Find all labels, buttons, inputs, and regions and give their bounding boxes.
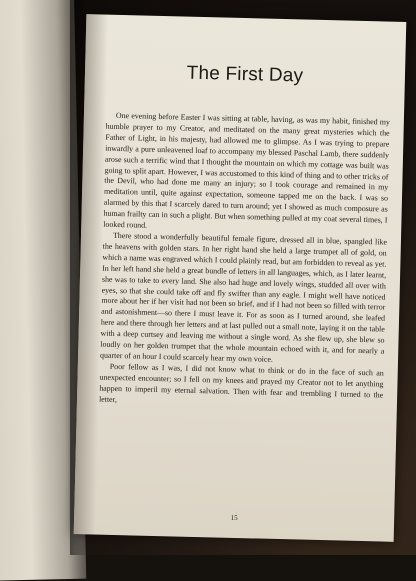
paragraph-2: There stood a wonderfully beautiful female figure, dressed all in blue, spangled like the heavens with golden stars. In her right hand she held a large trumpet all of gold, on which a name was engraved which I could plainly read, but am forbidden to reveal as yet. In her left hand she held a great bundle of letters in all languages, which, as I later learnt, she was to take to every land. She also had huge and lovely wings, studded all over with eyes, so that she could take off and fly swifter than any eagle. I might well have noticed more about her if her visit had not been so brief, and if I had not been so filled with terror and astonishment—so there I must leave it. For as soon as I turned around, she leafed here and there through her letters and at last pulled out a small note, laying it on the table with a deep curtsey and leaving me without a single word. As she flew up, she blew so loudly on her golden trumpet that the whole mountain echoed with it, and for nearly a quarter of an hour I could scarcely hear my own voice.: [99, 230, 388, 364]
book-page: [74, 14, 407, 542]
page-number: 15: [230, 513, 238, 523]
chapter-title: The First Day: [186, 62, 304, 87]
chapter-text: [99, 111, 390, 412]
paragraph-1: One evening before Easter I was sitting at table, having, as was my habit, finished my humble prayer to my Creator, and meditated on the many great mysteries which the Father of Light, in his majesty, had allowed me to glimpse. As I was trying to prepare inwardly a pure unleavened loaf to accompany my blessed Paschal Lamb, there suddenly arose such a terrific wind that I thought the mountain on which my cottage was built was going to split apart. However, I was accustomed to this kind of thing and to other tricks of the Devil, who had done me many an injury; so I took courage and remained in my meditation until, quite against expectation, someone tapped me on the back. I was so alarmed by this that I scarcely dared to turn around; yet I showed as much composure as human frailty can in such a plight. But when something pulled at my coat several times, I looked round.: [103, 110, 390, 230]
paragraph-3: Poor fellow as I was, I did not know what to think or do in the face of such an unexpected encounter; so I fell on my knees and prayed my Creator not to let anything happen to imperil my eternal salvation. Then with fear and trembling I turned to the letter,: [98, 361, 384, 404]
